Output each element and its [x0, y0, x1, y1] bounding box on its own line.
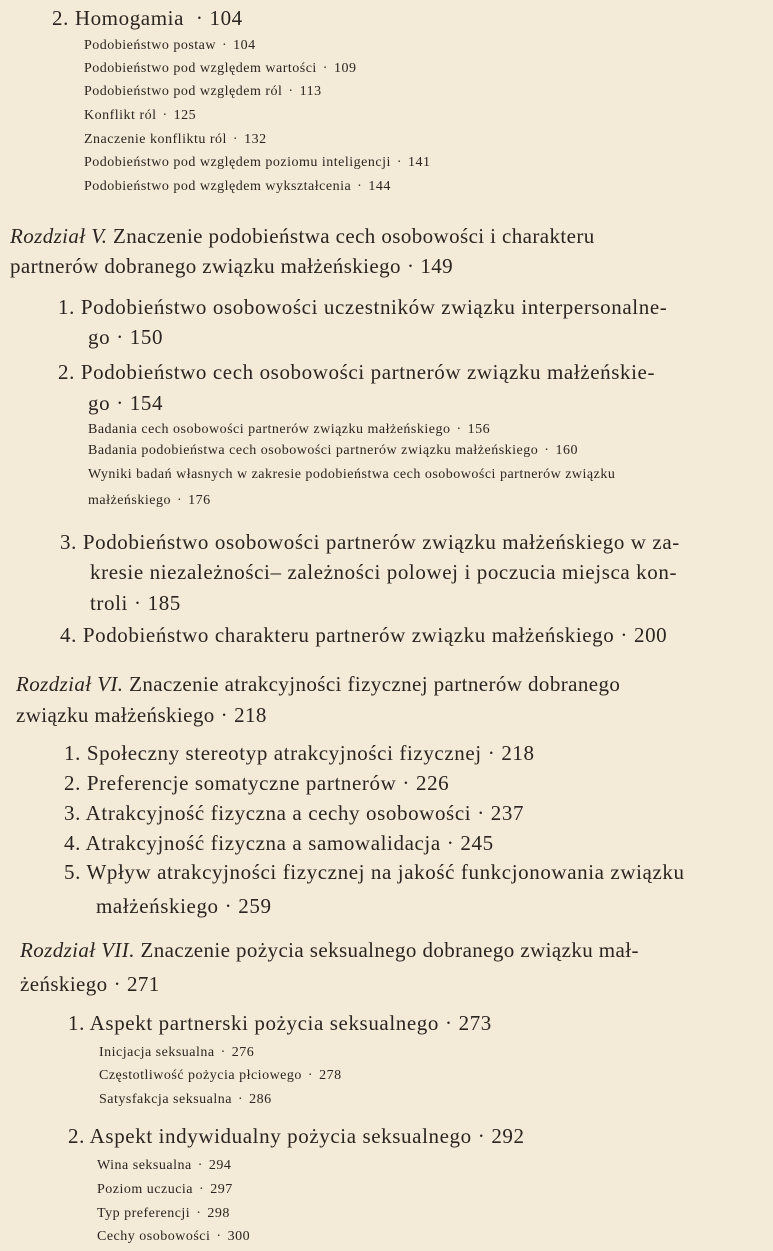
separator-dot: ·	[199, 1182, 205, 1197]
subentry-title: Podobieństwo pod względem wykształcenia	[84, 179, 352, 194]
subentry-page: 156	[467, 422, 491, 437]
subentry-title-cont: małżeńskiego	[88, 493, 171, 508]
subentry-page: 132	[244, 132, 267, 147]
entry-title-cont: go	[88, 325, 111, 349]
subentry-title: Wyniki badań własnych w zakresie podobieństwa cech osobowości partnerów związku	[88, 467, 616, 482]
entry-number: 3.	[64, 801, 81, 825]
entry-title: Społeczny stereotyp atrakcyjności fizycznej	[86, 741, 482, 765]
subentry-title: Typ preferencji	[97, 1206, 191, 1221]
subentry-page: 297	[210, 1182, 233, 1197]
toc-entry	[58, 360, 655, 385]
entry-number: 5.	[64, 860, 81, 884]
toc-subentry	[97, 1206, 230, 1222]
toc-entry	[68, 1011, 492, 1036]
entry-page: 237	[490, 801, 525, 825]
entry-number: 2.	[58, 360, 75, 384]
toc-subentry	[84, 155, 431, 171]
separator-dot: ·	[544, 443, 550, 458]
toc-entry	[68, 1124, 525, 1149]
entry-title: Wpływ atrakcyjności fizycznej na jakość funkcjonowania związku	[86, 860, 685, 884]
toc-subentry	[97, 1229, 250, 1245]
toc-subentry-cont	[88, 493, 211, 509]
chapter-heading-cont	[20, 972, 160, 997]
separator-dot: ·	[620, 623, 628, 647]
subentry-title: Znaczenie konfliktu ról	[84, 132, 227, 147]
chapter-title-line2: partnerów dobranego związku małżeńskiego	[10, 254, 401, 278]
entry-number: 2.	[68, 1124, 85, 1148]
entry-title: Podobieństwo osobowości partnerów związku małżeńskiego w za-	[82, 530, 680, 554]
separator-dot: ·	[232, 132, 239, 147]
chapter-page: 218	[234, 703, 267, 727]
entry-page: 200	[633, 623, 668, 647]
separator-dot: ·	[322, 61, 328, 76]
subentry-page: 113	[299, 84, 322, 99]
toc-subentry	[99, 1092, 272, 1108]
entry-number: 2.	[52, 6, 69, 30]
chapter-label: Rozdział VI.	[16, 672, 124, 696]
entry-page: 104	[209, 6, 243, 30]
toc-entry	[64, 860, 685, 885]
chapter-label: Rozdział VII.	[20, 938, 135, 962]
chapter-heading-cont	[10, 254, 453, 279]
toc-subentry	[84, 108, 196, 124]
subentry-title: Cechy osobowości	[97, 1229, 211, 1244]
entry-number: 4.	[64, 831, 81, 855]
entry-number: 4.	[60, 623, 77, 647]
subentry-page: 298	[207, 1206, 230, 1221]
subentry-page: 276	[231, 1045, 255, 1060]
entry-title: Podobieństwo charakteru partnerów związku małżeńskiego	[82, 623, 615, 647]
entry-number: 1.	[58, 295, 75, 319]
toc-subentry	[84, 61, 356, 77]
separator-dot: ·	[237, 1092, 244, 1107]
subentry-page: 160	[555, 443, 578, 458]
separator-dot: ·	[116, 325, 124, 349]
subentry-page: 294	[208, 1158, 232, 1173]
separator-dot: ·	[220, 1045, 226, 1060]
chapter-title-line2: żeńskiego	[20, 972, 108, 996]
entry-number: 1.	[68, 1011, 85, 1035]
separator-dot: ·	[162, 108, 168, 123]
separator-dot: ·	[224, 894, 233, 918]
toc-entry-cont	[90, 560, 677, 585]
subentry-title: Częstotliwość pożycia płciowego	[99, 1068, 302, 1083]
subentry-title: Badania cech osobowości partnerów związku małżeńskiego	[88, 422, 451, 437]
toc-subentry	[99, 1045, 254, 1061]
entry-page: 185	[147, 591, 181, 615]
separator-dot: ·	[220, 703, 229, 727]
chapter-label: Rozdział V.	[10, 224, 108, 248]
subentry-title: Satysfakcja seksualna	[99, 1092, 232, 1107]
separator-dot: ·	[477, 1124, 486, 1148]
entry-number: 1.	[64, 741, 81, 765]
chapter-heading	[20, 938, 639, 963]
separator-dot: ·	[396, 155, 403, 170]
separator-dot: ·	[406, 254, 415, 278]
entry-title: Aspekt indywidualny pożycia seksualnego	[89, 1124, 472, 1148]
toc-entry-cont	[90, 591, 181, 616]
separator-dot: ·	[487, 741, 496, 765]
toc-subentry	[84, 132, 267, 148]
entry-page: 218	[501, 741, 535, 765]
entry-title: Aspekt partnerski pożycia seksualnego	[89, 1011, 440, 1035]
entry-page: 150	[129, 325, 164, 349]
chapter-page: 271	[126, 972, 160, 996]
chapter-title-line1: Znaczenie pożycia seksualnego dobranego związku mał-	[140, 938, 639, 962]
subentry-page: 286	[249, 1092, 272, 1107]
toc-subentry	[99, 1068, 342, 1084]
toc-subentry	[84, 179, 391, 195]
entry-title: Atrakcyjność fizyczna a cechy osobowości	[85, 801, 472, 825]
entry-page: 273	[458, 1011, 492, 1035]
toc-subentry	[88, 443, 578, 459]
subentry-title: Badania podobieństwa cech osobowości partnerów związku małżeńskiego	[88, 443, 539, 458]
entry-title-cont: małżeńskiego	[96, 894, 219, 918]
subentry-title: Inicjacja seksualna	[99, 1045, 215, 1060]
toc-subentry	[97, 1158, 231, 1174]
separator-dot: ·	[307, 1068, 314, 1083]
separator-dot: ·	[288, 84, 294, 99]
subentry-title: Podobieństwo pod względem wartości	[84, 61, 317, 76]
entry-title-cont: go	[88, 391, 111, 415]
toc-entry-cont	[96, 894, 272, 919]
toc-subentry	[84, 84, 322, 100]
entry-page: 245	[460, 831, 494, 855]
subentry-page: 176	[188, 493, 211, 508]
separator-dot: ·	[197, 1158, 203, 1173]
subentry-page: 109	[333, 61, 357, 76]
toc-subentry	[84, 38, 256, 54]
subentry-title: Podobieństwo pod względem poziomu inteligencji	[84, 155, 391, 170]
subentry-title: Wina seksualna	[97, 1158, 192, 1173]
subentry-title: Podobieństwo postaw	[84, 38, 216, 53]
toc-entry	[52, 6, 243, 31]
separator-dot: ·	[196, 1206, 202, 1221]
subentry-page: 125	[173, 108, 197, 123]
subentry-title: Poziom uczucia	[97, 1182, 194, 1197]
chapter-heading	[16, 672, 620, 697]
entry-page: 226	[415, 771, 450, 795]
entry-page: 292	[491, 1124, 525, 1148]
separator-dot: ·	[357, 179, 363, 194]
toc-subentry	[88, 422, 490, 438]
toc-entry	[64, 771, 449, 796]
entry-title: Atrakcyjność fizyczna a samowalidacja	[85, 831, 441, 855]
separator-dot: ·	[402, 771, 410, 795]
chapter-heading-cont	[16, 703, 267, 728]
toc-entry	[64, 741, 535, 766]
toc-entry	[64, 831, 494, 856]
toc-entry	[58, 295, 667, 320]
toc-entry-cont	[88, 391, 163, 416]
subentry-page: 104	[233, 38, 256, 53]
separator-dot: ·	[116, 391, 124, 415]
toc-entry-cont	[88, 325, 163, 350]
toc-entry	[60, 530, 680, 555]
separator-dot: ·	[176, 493, 183, 508]
subentry-title: Podobieństwo pod względem ról	[84, 84, 283, 99]
separator-dot: ·	[113, 972, 121, 996]
toc-subentry	[97, 1182, 233, 1198]
entry-title-cont: troli	[90, 591, 128, 615]
chapter-title-line1: Znaczenie podobieństwa cech osobowości i charakteru	[113, 224, 595, 248]
subentry-title: Konflikt ról	[84, 108, 157, 123]
entry-title-cont: kresie niezależności– zależności polowej i poczucia miejsca kon-	[90, 560, 678, 584]
separator-dot: ·	[445, 1011, 453, 1035]
separator-dot: ·	[446, 831, 455, 855]
separator-dot: ·	[456, 422, 462, 437]
chapter-heading	[10, 224, 595, 249]
chapter-title-line1: Znaczenie atrakcyjności fizycznej partnerów dobranego	[129, 672, 621, 696]
subentry-page: 144	[368, 179, 391, 194]
separator-dot: ·	[195, 6, 204, 30]
entry-title: Preferencje somatyczne partnerów	[86, 771, 397, 795]
separator-dot: ·	[477, 801, 485, 825]
separator-dot: ·	[222, 38, 228, 53]
separator-dot: ·	[134, 591, 142, 615]
chapter-page: 149	[420, 254, 454, 278]
subentry-page: 300	[227, 1229, 251, 1244]
separator-dot: ·	[216, 1229, 222, 1244]
entry-number: 2.	[64, 771, 81, 795]
subentry-page: 141	[408, 155, 431, 170]
chapter-title-line2: związku małżeńskiego	[16, 703, 215, 727]
toc-entry	[60, 623, 667, 648]
entry-page: 154	[129, 391, 164, 415]
entry-title: Podobieństwo osobowości uczestników związku interpersonalne-	[80, 295, 668, 319]
toc-entry	[64, 801, 524, 826]
entry-title: Homogamia	[74, 6, 185, 30]
entry-number: 3.	[60, 530, 77, 554]
subentry-page: 278	[319, 1068, 342, 1083]
toc-subentry	[88, 467, 615, 483]
entry-title: Podobieństwo cech osobowości partnerów związku małżeńskie-	[80, 360, 656, 384]
entry-page: 259	[238, 894, 272, 918]
